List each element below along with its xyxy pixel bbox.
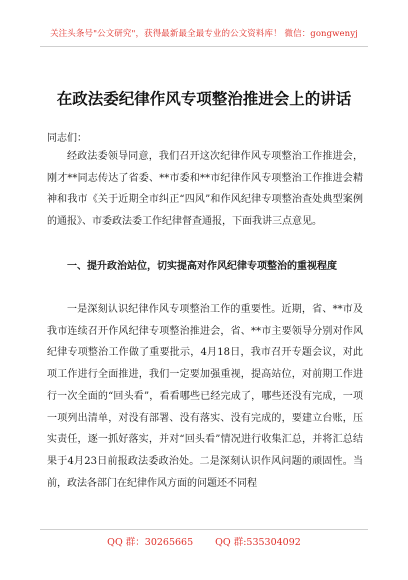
paragraph-intro: 经政法委领导同意，我们召开这次纪律作风专项整治工作推进会，刚才**同志传达了省委、**市委和**市纪律作风专项整治工作推进会精神和我市《关于近期全市纠正“四风”和作风纪律专项整治查处典型案例的通报》、市委政法委工作纪律督查通报，下面我讲三点意见。: [47, 151, 363, 228]
paragraph-section-1: 一是深刻认识纪律作风专项整治工作的重要性。近期，省、**市及我市连续召开作风纪律专项整治推进会，省、**市主要领导分别对作风纪律专项整治工作做了重要批示，4月18日，我市召开专题会议，对此项工作进行全面推进，我们一定要加强重视，提高站位，对前期工作进行一次全面的“回头看”，看看哪些已经完成了，哪些还没有完成，一项一项列出清单，对没有部署、没有落实、没有完成的，要建立台账，压实责任，逐一抓好落实，并对“回头看”情况进行收集汇总，并将汇总结果于4月23日前报政法委政治处。二是深刻认识作风问题的顽固性。当前，政法各部门在纪律作风方面的问题还不同程: [47, 304, 363, 489]
footer-qq-group-1: QQ 群：30265665: [107, 537, 194, 548]
footer-qq-group-2: QQ 群:535304092: [215, 537, 301, 548]
footer: [0, 534, 408, 548]
document-title: 在政法委纪律作风专项整治推进会上的讲话: [56, 89, 352, 108]
footer-divider: [40, 529, 368, 530]
promo-banner: 关注头条号"公文研究"，获得最新最全最专业的公文资料库！ 微信：gongwenyj: [50, 29, 358, 39]
section-heading-1: 一、提升政治站位，切实提高对作风纪律专项整治的重视程度: [67, 261, 337, 272]
header-divider: [40, 46, 368, 47]
salutation: 同志们：: [47, 133, 87, 144]
